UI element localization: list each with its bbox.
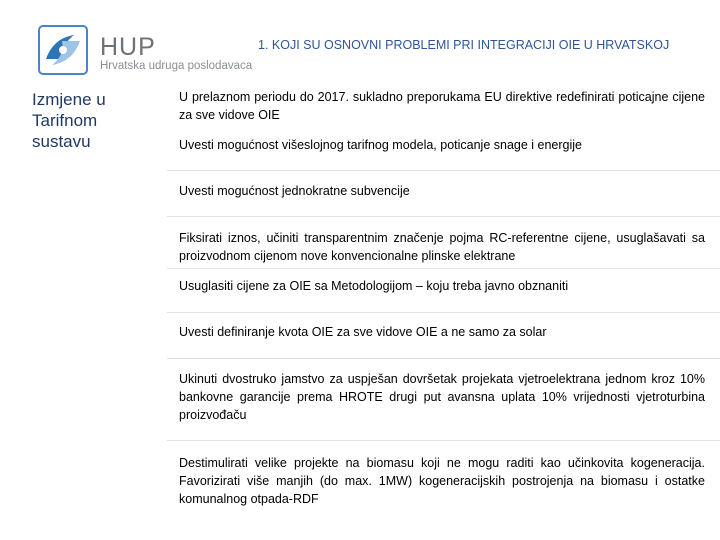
list-item: Destimulirati velike projekte na biomasu koji ne mogu raditi kao učinkovita kogeneracija. Favorizirati više manjih (do max. 1MW) kogeneracijskih postrojenja na biomasu i ostatke komunalnog otpada-RDF (179, 456, 705, 506)
list-item: Fiksirati iznos, učiniti transparentnim značenje pojma RC-referentne cijene, usuglašavati sa proizvodnom cijenom nove konvencionalne plinske elektrane (179, 231, 705, 263)
list-item: Uvesti mogućnost jednokratne subvencije (179, 184, 410, 198)
list-item: Ukinuti dvostruko jamstvo za uspješan dovršetak projekata vjetroelektrana jednom kroz 10% bankovne garancije prema HROTE drugi put avansna uplata 10% vrijednosti vjetroturbina proizvođaču (179, 372, 705, 422)
divider (167, 216, 720, 217)
page-title: 1. KOJI SU OSNOVNI PROBLEMI PRI INTEGRACIJI OIE U HRVATSKOJ (258, 38, 670, 52)
logo-subtitle: Hrvatska udruga poslodavaca (100, 60, 253, 72)
hup-logo-mark-icon (38, 25, 88, 75)
section-heading-line: Izmjene u (32, 90, 106, 109)
divider (167, 268, 720, 269)
section-heading-line: Tarifnom (32, 111, 98, 130)
hup-logo (38, 25, 278, 77)
divider (167, 440, 720, 441)
list-item: U prelaznom periodu do 2017. sukladno preporukama EU direktive redefinirati poticajne cijene za sve vidove OIE (179, 90, 705, 122)
list-item: Uvesti mogućnost višeslojnog tarifnog modela, poticanje snage i energije (179, 138, 583, 152)
divider (167, 312, 720, 313)
divider (167, 170, 720, 171)
list-item: Usuglasiti cijene za OIE sa Metodologijom – koju treba javno obznaniti (179, 279, 569, 293)
divider (167, 358, 720, 359)
section-heading-line: sustavu (32, 132, 91, 151)
logo-name: HUP (100, 33, 156, 61)
list-item: Uvesti definiranje kvota OIE za sve vidove OIE a ne samo za solar (179, 325, 547, 339)
section-heading (32, 89, 152, 152)
